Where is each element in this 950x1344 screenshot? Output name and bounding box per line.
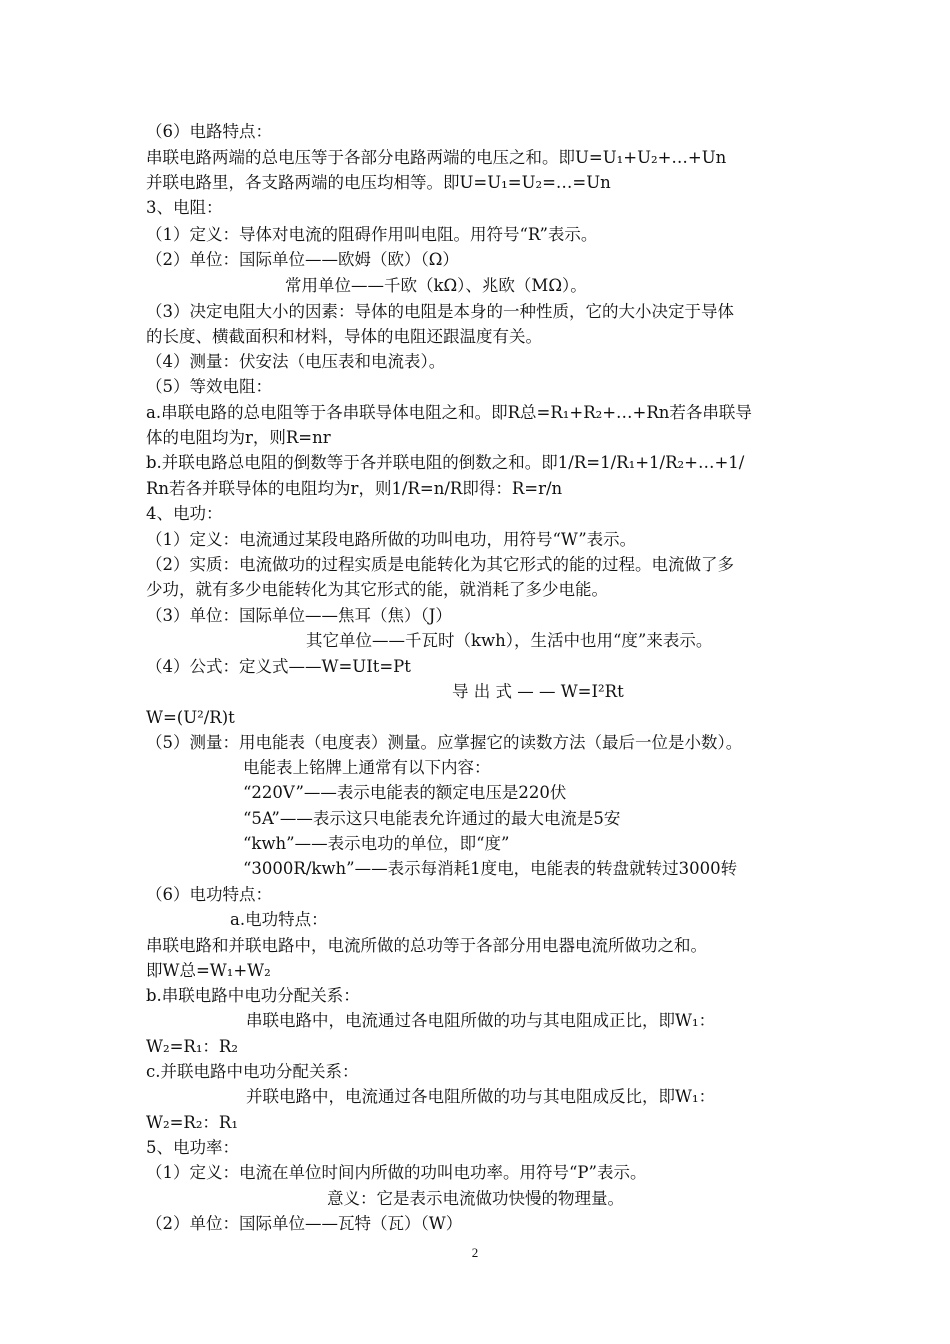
text-line: （2）单位：国际单位——瓦特（瓦）（W） <box>146 1214 463 1233</box>
text-line: a.串联电路的总电阻等于各串联导体电阻之和。即R总=R₁+R₂+…+Rn若各串联导 <box>146 403 752 422</box>
text-line: W=(U²/R)t <box>146 708 235 727</box>
text-line: 体的电阻均为r，则R=nr <box>146 428 331 447</box>
text-line: a.电功特点： <box>230 910 328 929</box>
text-line: （2）单位：国际单位——欧姆（欧）（Ω） <box>146 250 459 269</box>
text-line: b.串联电路中电功分配关系： <box>146 986 360 1005</box>
text-line: “220V”——表示电能表的额定电压是220伏 <box>243 783 567 802</box>
text-line: 4、电功： <box>146 504 223 523</box>
text-line: （4）公式：定义式——W=UIt=Pt <box>146 657 411 676</box>
text-line: “3000R/kwh”——表示每消耗1度电，电能表的转盘就转过3000转 <box>243 859 738 878</box>
text-line: （3）决定电阻大小的因素：导体的电阻是本身的一种性质，它的大小决定于导体 <box>146 302 734 321</box>
text-line: （3）单位：国际单位——焦耳（焦）（J） <box>146 606 452 625</box>
text-line: 串联电路和并联电路中，电流所做的总功等于各部分用电器电流所做功之和。 <box>146 936 707 955</box>
text-line: 并联电路中，电流通过各电阻所做的功与其电阻成反比，即W₁： <box>246 1087 716 1106</box>
text-line: b.并联电路总电阻的倒数等于各并联电阻的倒数之和。即1/R=1/R₁+1/R₂+…+1/ <box>146 453 745 472</box>
text-line: 导 出 式 — — W=I²Rt <box>452 682 624 701</box>
text-line: “kwh”——表示电功的单位，即“度” <box>243 834 510 853</box>
text-line: （2）实质：电流做功的过程实质是电能转化为其它形式的能的过程。电流做了多 <box>146 555 734 574</box>
text-line: 串联电路中，电流通过各电阻所做的功与其电阻成正比，即W₁： <box>246 1011 716 1030</box>
text-line: （4）测量：伏安法（电压表和电流表）。 <box>146 352 446 371</box>
text-line: 的长度、横截面积和材料，导体的电阻还跟温度有关。 <box>146 327 542 346</box>
text-line: W₂=R₁：R₂ <box>146 1037 238 1056</box>
text-line: 即W总=W₁+W₂ <box>146 961 271 980</box>
text-line: 电能表上铭牌上通常有以下内容： <box>243 758 491 777</box>
text-line: “5A”——表示这只电能表允许通过的最大电流是5安 <box>243 809 621 828</box>
text-line: （1）定义：电流在单位时间内所做的功叫电功率。用符号“P”表示。 <box>146 1163 647 1182</box>
text-line: 少功，就有多少电能转化为其它形式的能，就消耗了多少电能。 <box>146 580 608 599</box>
text-line: （5）测量：用电能表（电度表）测量。应掌握它的读数方法（最后一位是小数）。 <box>146 733 743 752</box>
text-line: 3、电阻： <box>146 198 223 217</box>
text-line: （1）定义：电流通过某段电路所做的功叫电功，用符号“W”表示。 <box>146 530 637 549</box>
text-line: （5）等效电阻： <box>146 377 272 396</box>
text-line: 5、电功率： <box>146 1138 239 1157</box>
text-line: 意义：它是表示电流做功快慢的物理量。 <box>327 1189 624 1208</box>
text-line: Rn若各并联导体的电阻均为r，则1/R=n/R即得：R=r/n <box>146 479 563 498</box>
text-line: W₂=R₂：R₁ <box>146 1113 238 1132</box>
text-line: 串联电路两端的总电压等于各部分电路两端的电压之和。即U=U₁+U₂+…+Un <box>146 148 727 167</box>
text-line: （6）电路特点： <box>146 122 272 141</box>
text-line: c.并联电路中电功分配关系： <box>146 1062 359 1081</box>
text-line: （6）电功特点： <box>146 885 272 904</box>
text-line: 并联电路里，各支路两端的电压均相等。即U=U₁=U₂=…=Un <box>146 173 611 192</box>
text-line: （1）定义：导体对电流的阻碍作用叫电阻。用符号“R”表示。 <box>146 225 598 244</box>
text-line: 其它单位——千瓦时（kwh），生活中也用“度”来表示。 <box>306 631 713 650</box>
page-number: 2 <box>471 1245 479 1260</box>
text-line: 常用单位——千欧（kΩ）、兆欧（MΩ）。 <box>285 276 587 295</box>
